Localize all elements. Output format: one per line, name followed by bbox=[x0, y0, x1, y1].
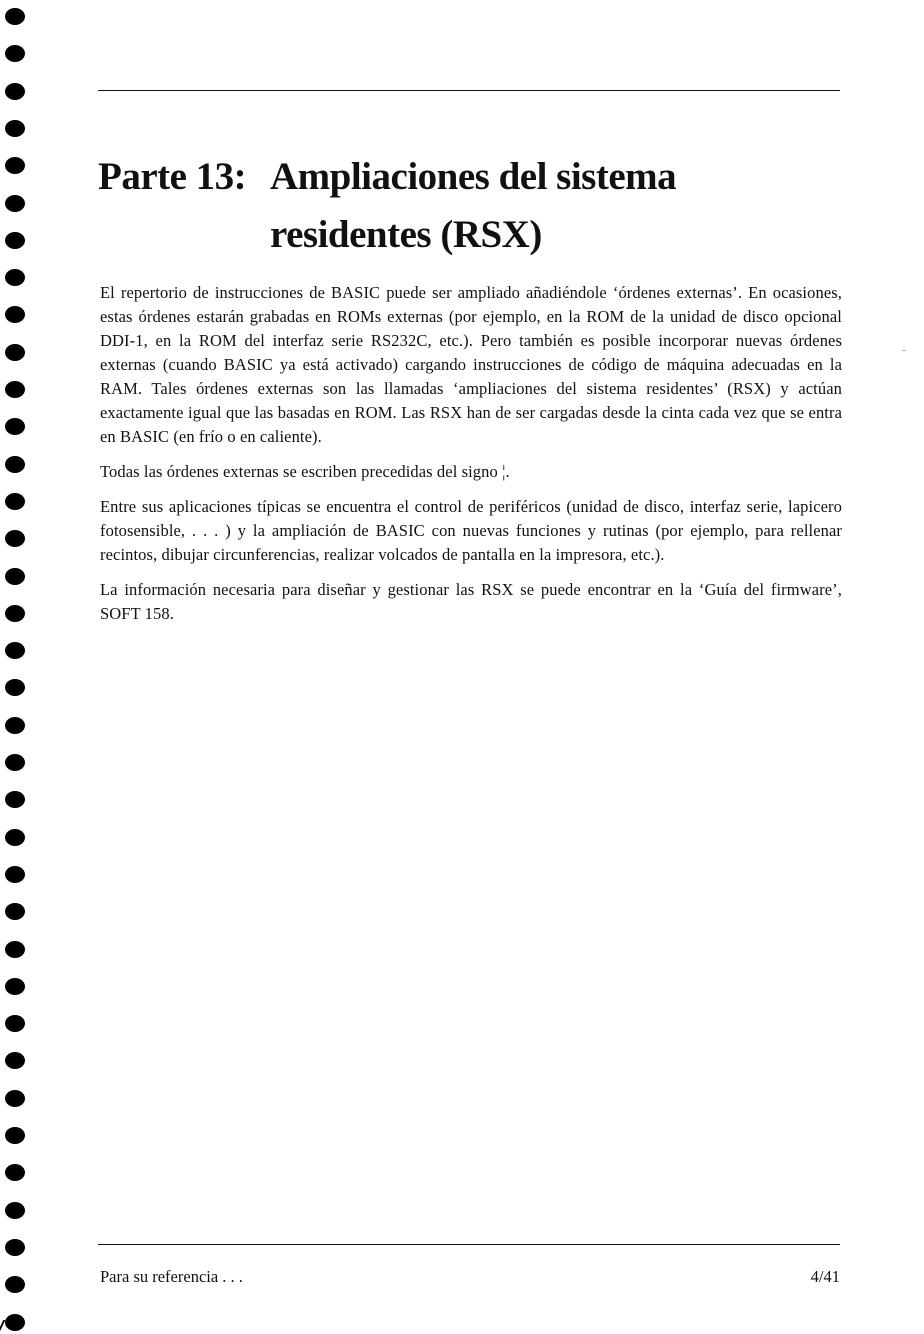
body-text bbox=[100, 281, 842, 637]
binding-hole bbox=[5, 941, 25, 958]
binding-hole bbox=[5, 791, 25, 808]
binding-hole bbox=[5, 8, 25, 25]
binding-hole bbox=[5, 1090, 25, 1107]
chapter-number: Parte 13: bbox=[98, 155, 247, 198]
binding-hole bbox=[5, 1164, 25, 1181]
chapter-title-line-2: residentes (RSX) bbox=[270, 213, 542, 256]
binding-holes bbox=[0, 0, 40, 1334]
footer-rule bbox=[98, 1244, 840, 1245]
binding-hole bbox=[5, 45, 25, 62]
paragraph: Entre sus aplicaciones típicas se encuentra el control de periféricos (unidad de disco, interfaz serie, lapicero fotosensible, . . . ) y la ampliación de BASIC con nuevas funciones y rutinas (por ejemplo, para rellenar recintos, dibujar circunferencias, realizar volcados de pantalla en la impresora, etc.). bbox=[100, 497, 842, 564]
binding-hole bbox=[5, 568, 25, 585]
footer-text: Para su referencia . . . bbox=[100, 1267, 243, 1286]
page-number: 4/41 bbox=[810, 1267, 840, 1286]
binding-hole bbox=[5, 1239, 25, 1256]
binding-hole bbox=[5, 866, 25, 883]
binding-hole bbox=[5, 754, 25, 771]
binding-hole bbox=[5, 157, 25, 174]
chapter-title bbox=[98, 148, 676, 264]
chapter-title-line-1: Ampliaciones del sistema bbox=[270, 155, 677, 198]
binding-hole bbox=[5, 829, 25, 846]
binding-hole bbox=[5, 1015, 25, 1032]
binding-hole bbox=[5, 679, 25, 696]
binding-hole bbox=[5, 1052, 25, 1069]
binding-hole bbox=[5, 418, 25, 435]
header-rule bbox=[98, 90, 840, 91]
binding-hole bbox=[5, 903, 25, 920]
binding-hole bbox=[5, 978, 25, 995]
binding-hole bbox=[5, 1276, 25, 1293]
binding-hole bbox=[5, 605, 25, 622]
binding-hole bbox=[5, 344, 25, 361]
binding-hole bbox=[5, 1127, 25, 1144]
paragraph: Todas las órdenes externas se escriben precedidas del signo ¦. bbox=[100, 462, 510, 481]
binding-hole bbox=[5, 493, 25, 510]
binding-hole bbox=[5, 195, 25, 212]
binding-hole bbox=[5, 269, 25, 286]
paragraph: El repertorio de instrucciones de BASIC puede ser ampliado añadiéndole ‘órdenes externas’. En ocasiones, estas órdenes estarán grabadas en ROMs externas (por ejemplo, en la ROM de la unidad de disco opcional DDI-1, en la ROM del interfaz serie RS232C, etc.). Pero también es posible incorporar nuevas órdenes externas (cuando BASIC ya está activado) cargando instrucciones de código de máquina adecuadas en la RAM. Tales órdenes externas son las llamadas ‘ampliaciones del sistema residentes’ (RSX) y actúan exactamente igual que las basadas en ROM. Las RSX han de ser cargadas desde la cinta cada vez que se entra en BASIC (en frío o en caliente). bbox=[100, 283, 842, 446]
binding-hole bbox=[5, 232, 25, 249]
binding-hole bbox=[5, 530, 25, 547]
binding-hole bbox=[5, 642, 25, 659]
binding-hole bbox=[5, 83, 25, 100]
binding-hole bbox=[5, 120, 25, 137]
binding-hole bbox=[5, 456, 25, 473]
binding-hole bbox=[5, 717, 25, 734]
binding-hole bbox=[5, 306, 25, 323]
margin-mark bbox=[902, 350, 906, 351]
paragraph: La información necesaria para diseñar y gestionar las RSX se puede encontrar en la ‘Guía del firmware’, SOFT 158. bbox=[100, 580, 842, 623]
binding-hole bbox=[5, 1202, 25, 1219]
binding-hole bbox=[5, 381, 25, 398]
